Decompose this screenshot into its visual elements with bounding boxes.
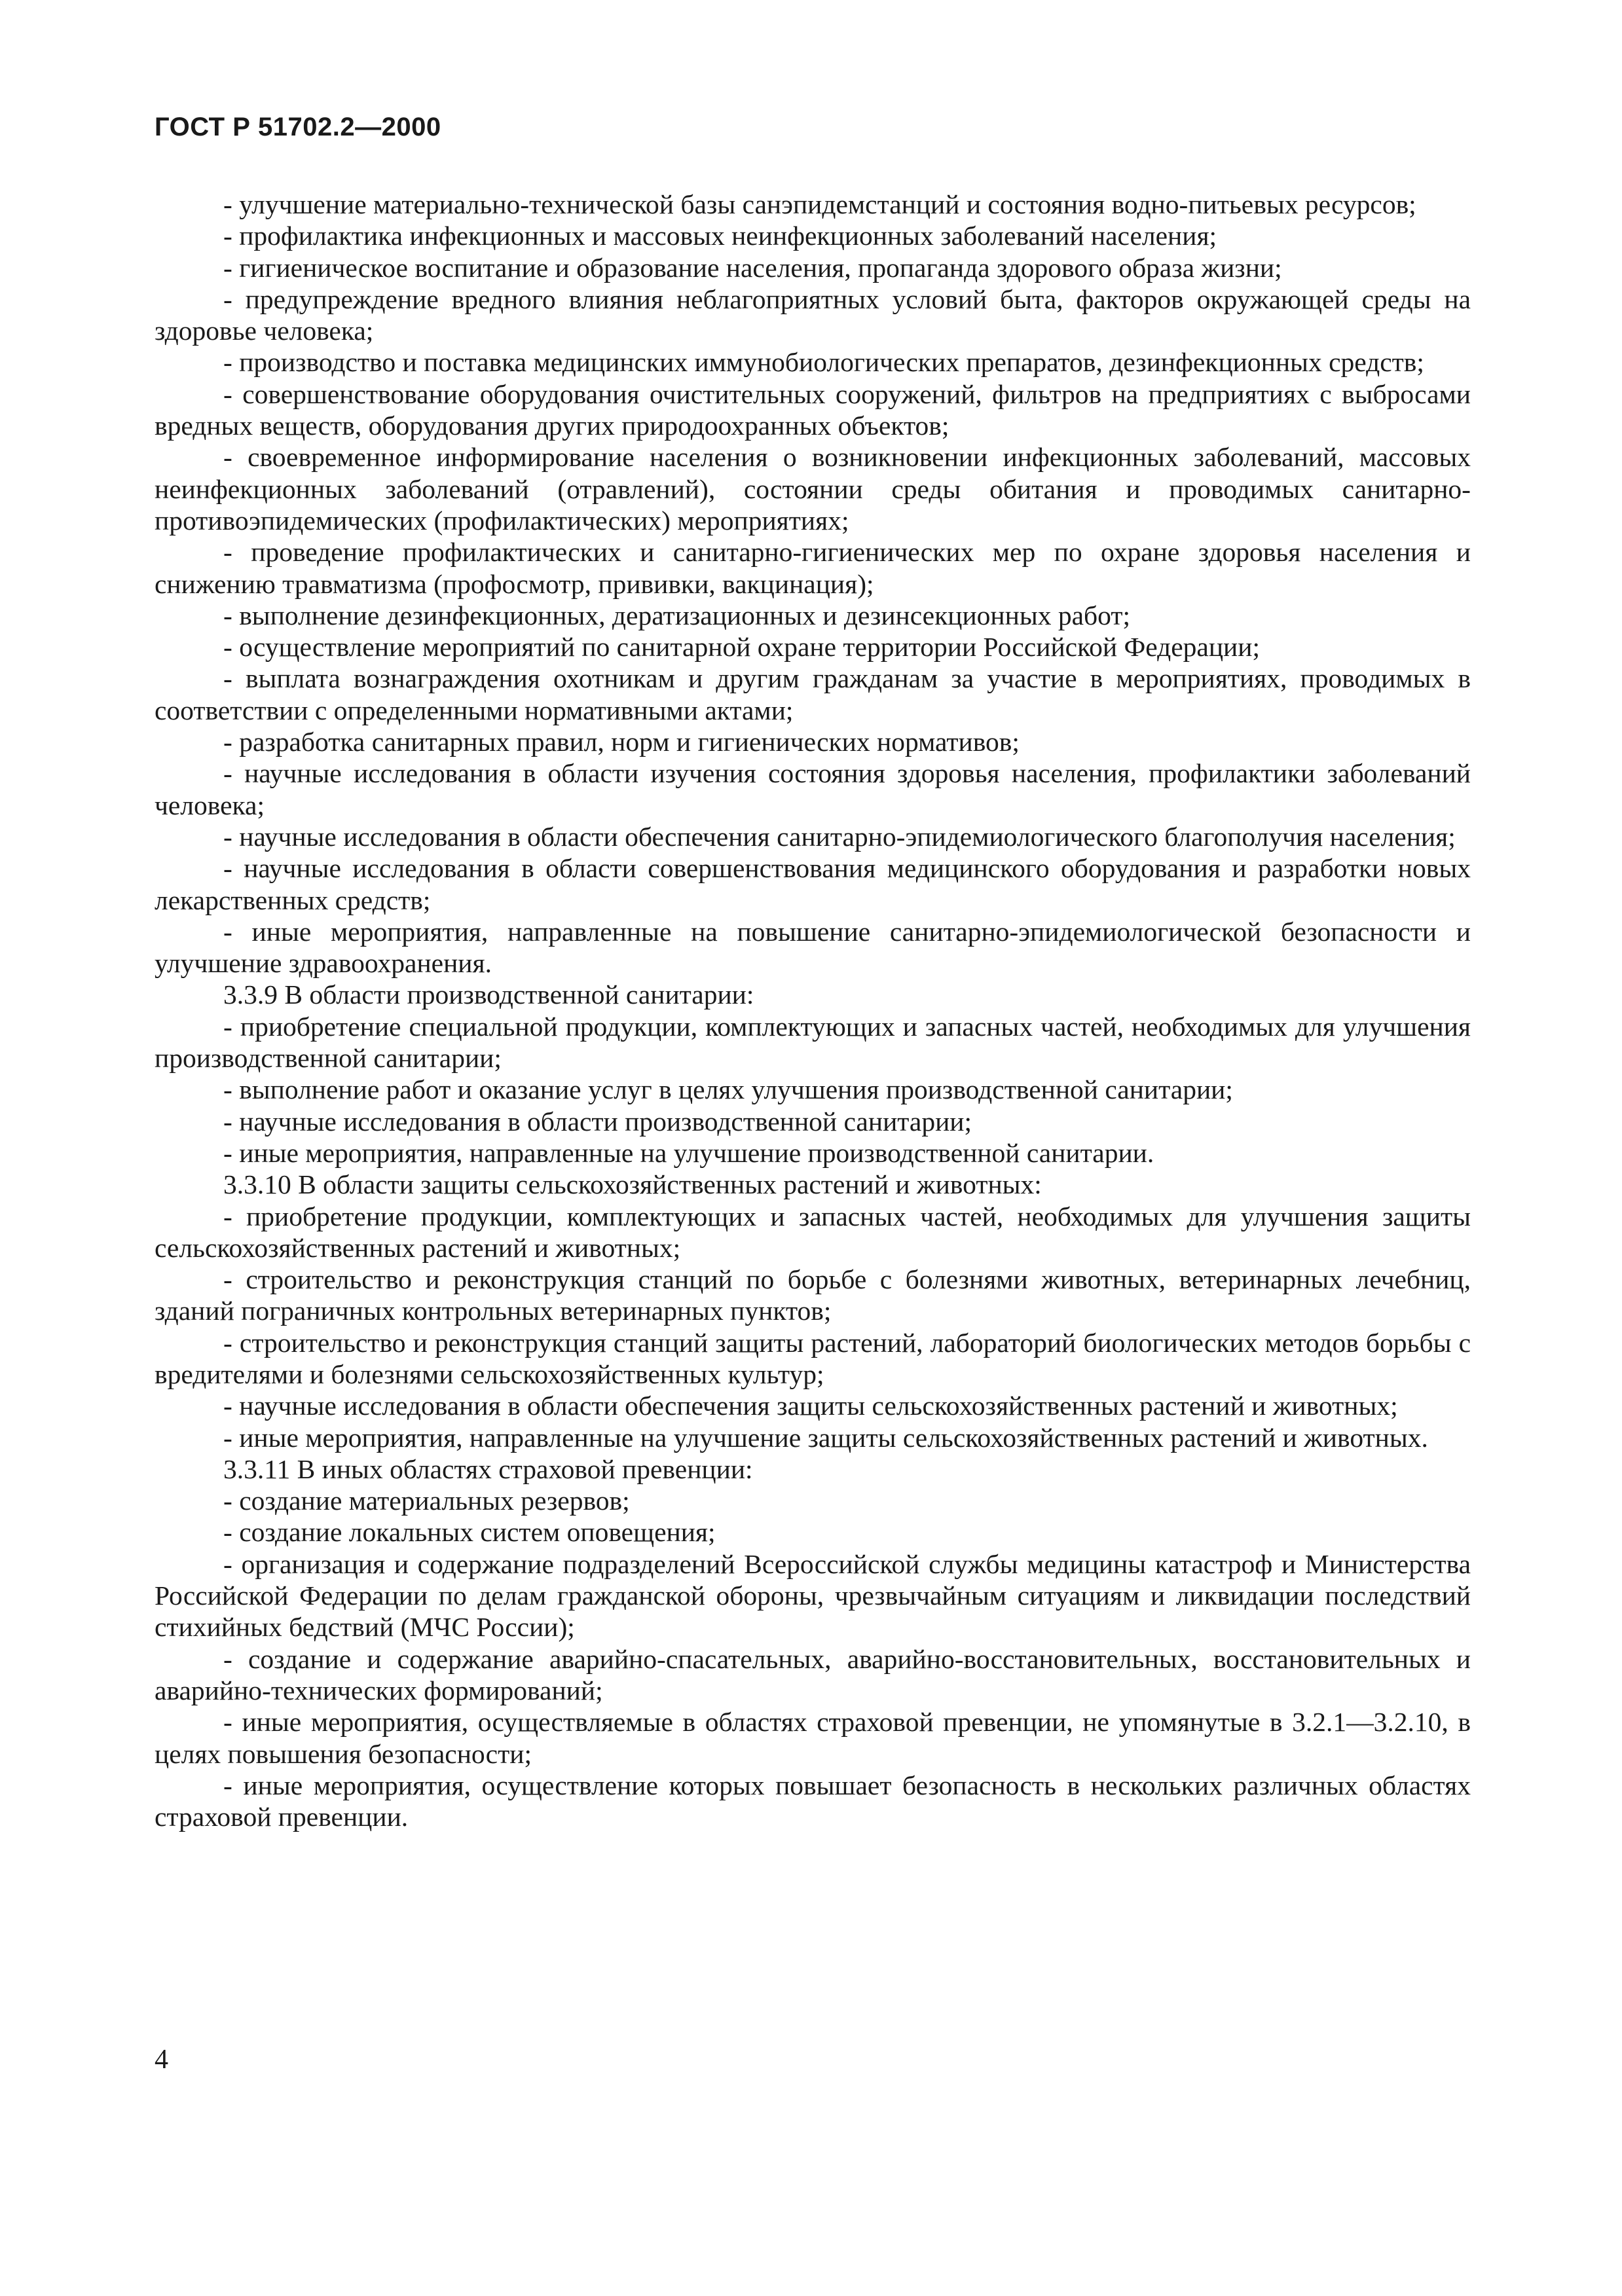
page-number: 4 (155, 2045, 168, 2075)
paragraph: - организация и содержание подразделений Всероссийской службы медицины катастроф и Министерства Российской Федерации по делам гражданской обороны, чрезвычайным ситуациям и ликвидации последствий стихийных бедствий (МЧС России); (155, 1548, 1471, 1643)
paragraph: - гигиеническое воспитание и образование населения, пропаганда здорового образа жизни; (223, 252, 1282, 283)
paragraph: - строительство и реконструкция станций защиты растений, лабораторий биологических методов борьбы с вредителями и болезнями сельскохозяйственных культур; (155, 1327, 1471, 1389)
paragraph: - разработка санитарных правил, норм и гигиенических нормативов; (223, 727, 1020, 757)
section-heading: 3.3.10 В области защиты сельскохозяйственных растений и животных: (223, 1169, 1042, 1200)
paragraph: - приобретение специальной продукции, комплектующих и запасных частей, необходимых для улучшения производственной санитарии; (155, 1011, 1471, 1074)
paragraph: - иные мероприятия, направленные на улучшение защиты сельскохозяйственных растений и животных. (223, 1422, 1428, 1453)
paragraph: - научные исследования в области изучения состояния здоровья населения, профилактики заболеваний человека; (155, 758, 1471, 820)
paragraph: - создание и содержание аварийно-спасательных, аварийно-восстановительных, восстановительных и аварийно-технических формирований; (155, 1643, 1471, 1705)
paragraph: - научные исследования в области обеспечения защиты сельскохозяйственных растений и животных; (223, 1391, 1398, 1421)
paragraph: - иные мероприятия, направленные на улучшение производственной санитарии. (223, 1137, 1154, 1168)
paragraph: - создание материальных резервов; (223, 1485, 630, 1516)
paragraph: - своевременное информирование населения о возникновении инфекционных заболеваний, массовых неинфекционных заболеваний (отравлений), состоянии среды обитания и проводимых санитарно-противоэпидемических (профилактических) мероприятиях; (155, 442, 1471, 536)
paragraph: - иные мероприятия, осуществляемые в областях страховой превенции, не упомянутые в 3.2.1—3.2.10, в целях повышения безопасности; (155, 1707, 1471, 1769)
paragraph: - иные мероприятия, осуществление которых повышает безопасность в нескольких различных областях страховой превенции. (155, 1770, 1471, 1832)
paragraph: - выполнение дезинфекционных, дератизационных и дезинсекционных работ; (223, 600, 1131, 630)
section-heading: 3.3.11 В иных областях страховой превенции: (223, 1453, 753, 1484)
paragraph: - выплата вознаграждения охотникам и другим гражданам за участие в мероприятиях, проводимых в соответствии с определенными нормативными актами; (155, 663, 1471, 725)
body-text (155, 189, 1471, 1832)
paragraph: - строительство и реконструкция станций по борьбе с болезнями животных, ветеринарных лечебниц, зданий пограничных контрольных ветеринарных пунктов; (155, 1264, 1471, 1326)
paragraph: - иные мероприятия, направленные на повышение санитарно-эпидемиологической безопасности и улучшение здравоохранения. (155, 916, 1471, 979)
paragraph: - приобретение продукции, комплектующих и запасных частей, необходимых для улучшения защиты сельскохозяйственных растений и животных; (155, 1201, 1471, 1263)
section-heading: 3.3.9 В области производственной санитарии: (223, 979, 754, 1010)
paragraph: - совершенствование оборудования очистительных сооружений, фильтров на предприятиях с выбросами вредных веществ, оборудования других природоохранных объектов; (155, 378, 1471, 441)
paragraph: - улучшение материально-технической базы санэпидемстанций и состояния водно-питьевых ресурсов; (223, 189, 1416, 219)
paragraph: - осуществление мероприятий по санитарной охране территории Российской Федерации; (223, 632, 1260, 663)
document-header: ГОСТ Р 51702.2—2000 (155, 113, 441, 141)
paragraph: - предупреждение вредного влияния неблагоприятных условий быта, факторов окружающей среды на здоровье человека; (155, 283, 1471, 346)
paragraph: - профилактика инфекционных и массовых неинфекционных заболеваний населения; (223, 221, 1217, 251)
paragraph: - научные исследования в области производственной санитарии; (223, 1106, 972, 1137)
paragraph: - создание локальных систем оповещения; (223, 1517, 716, 1548)
paragraph: - научные исследования в области обеспечения санитарно-эпидемиологического благополучия населения; (223, 821, 1456, 852)
paragraph: - научные исследования в области совершенствования медицинского оборудования и разработки новых лекарственных средств; (155, 853, 1471, 915)
paragraph: - выполнение работ и оказание услуг в целях улучшения производственной санитарии; (223, 1074, 1233, 1105)
paragraph: - проведение профилактических и санитарно-гигиенических мер по охране здоровья населения и снижению травматизма (профосмотр, прививки, вакцинация); (155, 537, 1471, 599)
paragraph: - производство и поставка медицинских иммунобиологических препаратов, дезинфекционных средств; (223, 347, 1424, 378)
